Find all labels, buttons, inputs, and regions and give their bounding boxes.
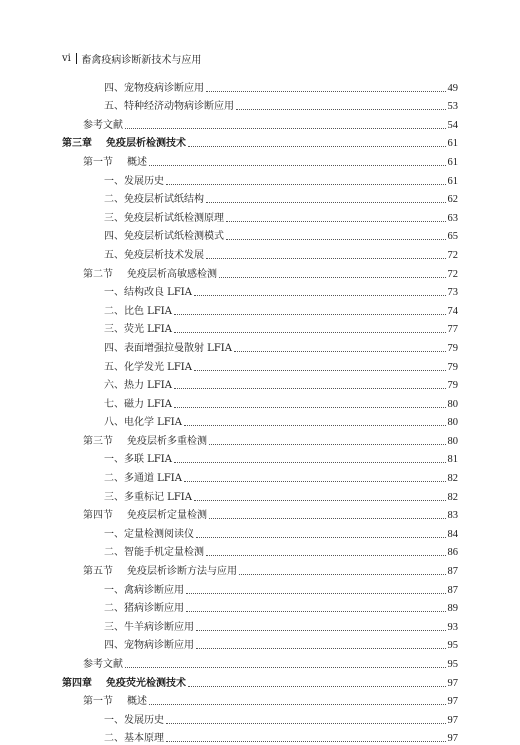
toc-entry-page: 97 [447, 733, 458, 745]
toc-entry-text: 免疫荧光检测技术 [106, 677, 186, 689]
toc-entry-page: 74 [447, 305, 458, 317]
dot-leader [166, 184, 446, 185]
toc-entry-item[interactable] [62, 485, 458, 504]
toc-entry-item[interactable] [62, 206, 458, 225]
dot-leader [226, 221, 446, 222]
running-header [62, 50, 201, 66]
toc-entry-text: 免疫层析诊断方法与应用 [127, 566, 237, 578]
dot-leader [188, 686, 446, 687]
toc-entry-item[interactable] [62, 169, 458, 188]
toc-entry-chapter[interactable] [62, 132, 458, 151]
toc-entry-title: 四、表面增强拉曼散射 LFIA [104, 342, 232, 354]
toc-entry-page: 65 [447, 231, 458, 243]
toc-entry-title: 五、化学发光 LFIA [104, 361, 192, 373]
toc-entry-page: 61 [447, 175, 458, 187]
toc-entry-page: 79 [447, 361, 458, 373]
toc-entry-page: 81 [447, 454, 458, 466]
dot-leader [219, 277, 446, 278]
toc-entry-title: 一、定量检测阅读仪 [104, 528, 194, 540]
toc-entry-label: 第二节 [83, 268, 113, 280]
toc-entry-page: 82 [447, 491, 458, 503]
dot-leader [206, 202, 446, 203]
toc-entry-page: 80 [447, 398, 458, 410]
toc-entry-title [62, 138, 188, 150]
toc-entry-text: 免疫层析多重检测 [127, 435, 207, 447]
dot-leader [226, 239, 446, 240]
dot-leader [194, 500, 446, 501]
toc-entry-title: 六、热力 LFIA [104, 380, 172, 392]
toc-entry-title [83, 696, 149, 708]
toc-entry-item[interactable] [62, 318, 458, 337]
toc-entry-page: 95 [447, 640, 458, 652]
dot-leader [186, 593, 446, 594]
toc-entry-title [62, 678, 188, 690]
toc-entry-label: 第四节 [83, 510, 113, 522]
dot-leader [174, 332, 446, 333]
dot-leader [188, 146, 446, 147]
toc-entry-title: 参考文献 [83, 119, 123, 131]
toc-entry-item[interactable] [62, 355, 458, 374]
toc-entry-page: 73 [447, 287, 458, 299]
toc-entry-page: 97 [447, 696, 458, 708]
toc-entry-page: 79 [447, 342, 458, 354]
toc-entry-page: 95 [447, 659, 458, 670]
toc-entry-page: 86 [447, 547, 458, 559]
toc-entry-page: 63 [447, 212, 458, 224]
toc-entry-label: 第一节 [83, 696, 113, 708]
toc-entry-title: 二、比色 LFIA [104, 305, 172, 317]
dot-leader [196, 630, 446, 631]
toc-entry-section[interactable] [62, 262, 458, 281]
toc-entry-title: 一、发展历史 [104, 175, 164, 187]
toc-entry-title [83, 566, 239, 578]
toc-entry-item[interactable] [62, 522, 458, 541]
toc-entry-page: 82 [447, 473, 458, 485]
toc-entry-item[interactable] [62, 76, 458, 95]
toc-entry-title [83, 269, 219, 281]
toc-entry-title: 五、特种经济动物病诊断应用 [104, 101, 234, 113]
header-page-number: vi [62, 52, 71, 64]
toc-entry-section[interactable] [62, 504, 458, 523]
toc-entry-chapter[interactable] [62, 671, 458, 690]
toc-entry-page: 87 [447, 584, 458, 596]
toc-entry-label: 第三节 [83, 435, 113, 447]
toc-entry-page: 61 [447, 156, 458, 168]
toc-entry-section[interactable] [62, 429, 458, 448]
toc-entry-text: 免疫层析检测技术 [106, 138, 186, 150]
toc-entry-item[interactable] [62, 708, 458, 727]
dot-leader [196, 537, 446, 538]
dot-leader [194, 295, 446, 296]
toc-entry-title: 二、免疫层析试纸结构 [104, 194, 204, 206]
header-divider [76, 53, 78, 64]
dot-leader [149, 704, 446, 705]
dot-leader [125, 667, 446, 668]
toc-entry-item[interactable] [62, 597, 458, 616]
toc-entry-ref[interactable] [62, 652, 458, 671]
toc-entry-page: 49 [447, 82, 458, 94]
toc-entry-page: 80 [447, 435, 458, 447]
toc-entry-label: 第三章 [62, 138, 92, 150]
dot-leader [174, 388, 446, 389]
toc-entry-text: 概述 [127, 156, 147, 168]
dot-leader [174, 407, 446, 408]
toc-entry-page: 84 [447, 528, 458, 540]
toc-entry-title: 四、宠物病诊断应用 [104, 640, 194, 652]
toc-entry-page: 79 [447, 380, 458, 392]
toc-entry-page: 72 [447, 249, 458, 261]
toc-entry-title: 二、多通道 LFIA [104, 473, 182, 485]
dot-leader [174, 314, 446, 315]
toc-entry-page: 87 [447, 566, 458, 578]
dot-leader [236, 109, 446, 110]
toc-entry-page: 61 [447, 138, 458, 150]
dot-leader [206, 555, 446, 556]
toc-entry-item[interactable] [62, 541, 458, 560]
dot-leader [174, 462, 446, 463]
toc-entry-page: 97 [447, 677, 458, 689]
dot-leader [166, 741, 446, 742]
toc-entry-section[interactable] [62, 150, 458, 169]
toc-entry-page: 89 [447, 603, 458, 615]
toc-entry-label: 第一节 [83, 156, 113, 168]
toc-entry-text: 概述 [127, 696, 147, 708]
toc-entry-text: 免疫层析定量检测 [127, 510, 207, 522]
toc-entry-title: 二、智能手机定量检测 [104, 547, 204, 559]
header-book-title: 畜禽疫病诊断新技术与应用 [81, 54, 202, 66]
toc-entry-title: 二、基本原理 [104, 733, 164, 745]
dot-leader [209, 518, 446, 519]
dot-leader [196, 648, 446, 649]
toc-entry-page: 97 [447, 714, 458, 726]
toc-entry-title: 三、多重标记 LFIA [104, 491, 192, 503]
toc-entry-item[interactable] [62, 392, 458, 411]
toc-entry-title: 二、猪病诊断应用 [104, 603, 184, 615]
toc-entry-item[interactable] [62, 299, 458, 318]
toc-entry-item[interactable] [62, 374, 458, 393]
dot-leader [206, 258, 446, 259]
dot-leader [184, 481, 446, 482]
toc-entry-item[interactable] [62, 281, 458, 300]
toc-entry-item[interactable] [62, 727, 458, 745]
toc-entry-section[interactable] [62, 690, 458, 709]
dot-leader [209, 444, 446, 445]
toc-entry-item[interactable] [62, 578, 458, 597]
toc-entry-item[interactable] [62, 411, 458, 430]
dot-leader [194, 370, 446, 371]
toc-entry-page: 53 [447, 101, 458, 113]
dot-leader [186, 611, 446, 612]
toc-entry-page: 77 [447, 324, 458, 336]
toc-entry-title: 八、电化学 LFIA [104, 417, 182, 429]
toc-entry-title: 三、荧光 LFIA [104, 324, 172, 336]
toc-entry-title: 四、宠物疫病诊断应用 [104, 82, 204, 94]
toc-entry-title [83, 510, 209, 522]
toc-entry-page: 54 [447, 119, 458, 131]
toc-entry-item[interactable] [62, 243, 458, 262]
dot-leader [184, 425, 446, 426]
toc-entry-item[interactable] [62, 188, 458, 207]
toc-entry-title [83, 436, 209, 448]
toc-entry-item[interactable] [62, 225, 458, 244]
toc-entry-page: 83 [447, 510, 458, 522]
toc-entry-page: 62 [447, 194, 458, 206]
toc-entry-item[interactable] [62, 95, 458, 114]
toc-entry-item[interactable] [62, 336, 458, 355]
toc-entry-label: 第五节 [83, 566, 113, 578]
dot-leader [239, 574, 446, 575]
toc-entry-title: 一、禽病诊断应用 [104, 584, 184, 596]
toc-entry-section[interactable] [62, 559, 458, 578]
toc-entry-title: 参考文献 [83, 659, 123, 670]
dot-leader [125, 128, 446, 129]
toc-entry-item[interactable] [62, 466, 458, 485]
toc-entry-page: 80 [447, 417, 458, 429]
toc-entry-title: 四、免疫层析试纸检测模式 [104, 231, 224, 243]
toc-entry-title: 七、磁力 LFIA [104, 398, 172, 410]
toc-entry-page: 93 [447, 621, 458, 633]
table-of-contents [62, 76, 458, 745]
toc-entry-label: 第四章 [62, 677, 92, 689]
toc-entry-item[interactable] [62, 615, 458, 634]
toc-entry-title: 三、牛羊病诊断应用 [104, 621, 194, 633]
toc-entry-text: 免疫层析高敏感检测 [127, 268, 217, 280]
dot-leader [234, 351, 446, 352]
toc-entry-title: 一、结构改良 LFIA [104, 287, 192, 299]
toc-entry-item[interactable] [62, 448, 458, 467]
toc-entry-title: 一、多联 LFIA [104, 454, 172, 466]
toc-entry-page: 72 [447, 268, 458, 280]
toc-entry-title [83, 157, 149, 169]
toc-entry-title: 一、发展历史 [104, 714, 164, 726]
dot-leader [149, 165, 446, 166]
toc-entry-item[interactable] [62, 634, 458, 653]
toc-entry-title: 三、免疫层析试纸检测原理 [104, 212, 224, 224]
toc-entry-ref[interactable] [62, 113, 458, 132]
toc-entry-title: 五、免疫层析技术发展 [104, 249, 204, 261]
dot-leader [206, 91, 446, 92]
